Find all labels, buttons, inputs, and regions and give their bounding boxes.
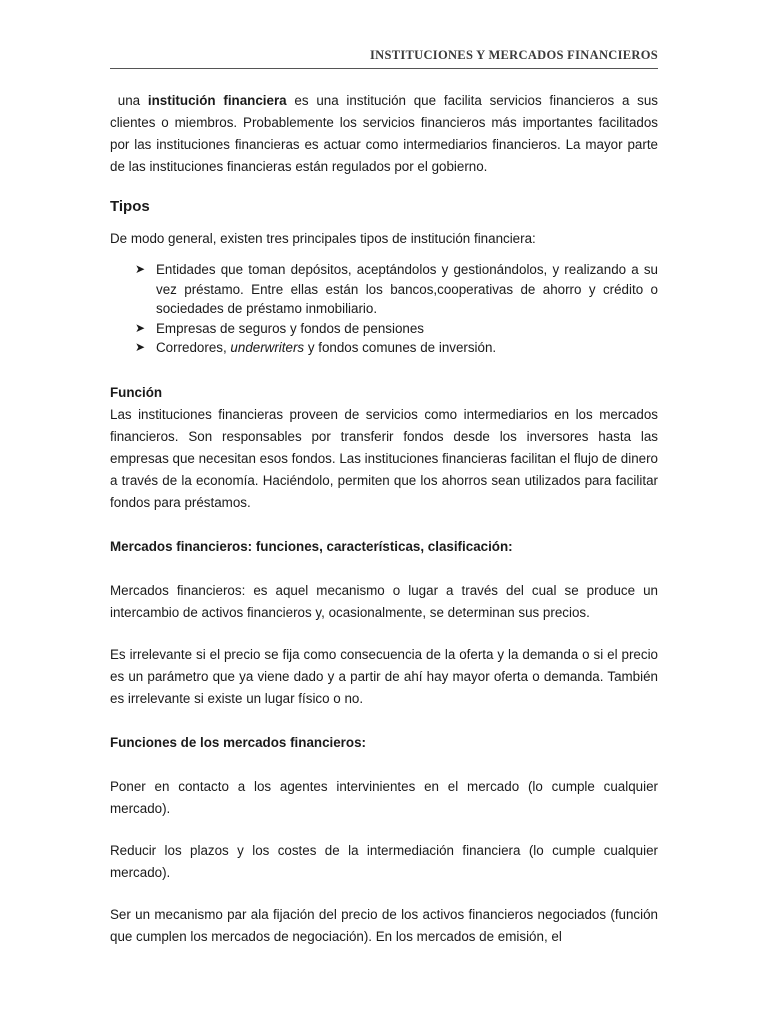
mercados-paragraph-1: Mercados financieros: es aquel mecanismo o lugar a través del cual se produce un intercambio de activos financieros y, ocasionalmente, se determinan sus precios.: [110, 582, 658, 620]
funciones-paragraph-3: Ser un mecanismo par ala fijación del precio de los activos financieros negociados (función que cumplen los mercados de negociación). En los mercados de emisión, el: [110, 906, 658, 944]
running-header: INSTITUCIONES Y MERCADOS FINANCIEROS: [369, 48, 658, 62]
arrow-bullet-icon: ➤: [135, 320, 146, 335]
funciones-heading: Funciones de los mercados financieros:: [110, 734, 366, 750]
list-item-italic: underwriters: [230, 340, 305, 355]
list-item-text: Corredores,: [156, 340, 231, 355]
intro-lead: una: [117, 93, 141, 108]
list-item: [110, 338, 658, 358]
funcion-paragraph: Las instituciones financieras proveen de servicios como intermediarios en los mercados financieros. Son responsables por transferir fondos desde los inversores hasta las empresas que necesitan esos fondos. Las instituciones financieras facilitan el flujo de dinero a través de la economía. Haciéndolo, permiten que los ahorros sean utilizados para facilitar fondos para préstamos.: [110, 406, 658, 510]
funciones-paragraph-2: Reducir los plazos y los costes de la intermediación financiera (lo cumple cualquier mercado).: [110, 842, 658, 880]
tipos-heading: Tipos: [110, 198, 150, 215]
mercados-heading: Mercados financieros: funciones, características, clasificación:: [110, 538, 513, 554]
arrow-bullet-icon: ➤: [135, 340, 146, 354]
document-body: [110, 90, 658, 948]
intro-paragraph: [110, 90, 658, 178]
tipos-intro: De modo general, existen tres principales tipos de institución financiera:: [110, 231, 536, 246]
list-item-text: Entidades que toman depósitos, aceptándolos y gestionándolos, y realizando a su vez préstamo. Entre ellas están los bancos,cooperativas de ahorro y crédito o sociedades de préstamo inmobiliario.: [156, 262, 658, 316]
tipos-list: [110, 260, 658, 358]
intro-term: institución financiera: [147, 93, 287, 108]
list-item: [110, 260, 658, 319]
list-item-text: Empresas de seguros y fondos de pensiones: [156, 320, 424, 336]
intro-rest: es una institución que facilita servicios financieros a sus clientes o miembros. Probablemente los servicios financieros más importantes facilitados por las instituciones financieras es actuar como intermediarios financieros. La mayor parte de las instituciones financieras están regulados por el gobierno.: [110, 93, 658, 174]
mercados-paragraph-2: Es irrelevante si el precio se fija como consecuencia de la oferta y la demanda o si el precio es un parámetro que ya viene dado y a partir de ahí hay mayor oferta o demanda. También es irrelevante si existe un lugar físico o no.: [110, 646, 658, 706]
arrow-bullet-icon: ➤: [135, 262, 146, 276]
list-item: [110, 319, 658, 339]
list-item-text-after: y fondos comunes de inversión.: [304, 340, 497, 355]
header-rule: [110, 68, 658, 69]
funcion-heading: Función: [110, 384, 163, 400]
funciones-paragraph-1: Poner en contacto a los agentes intervinientes en el mercado (lo cumple cualquier mercado).: [110, 778, 658, 816]
